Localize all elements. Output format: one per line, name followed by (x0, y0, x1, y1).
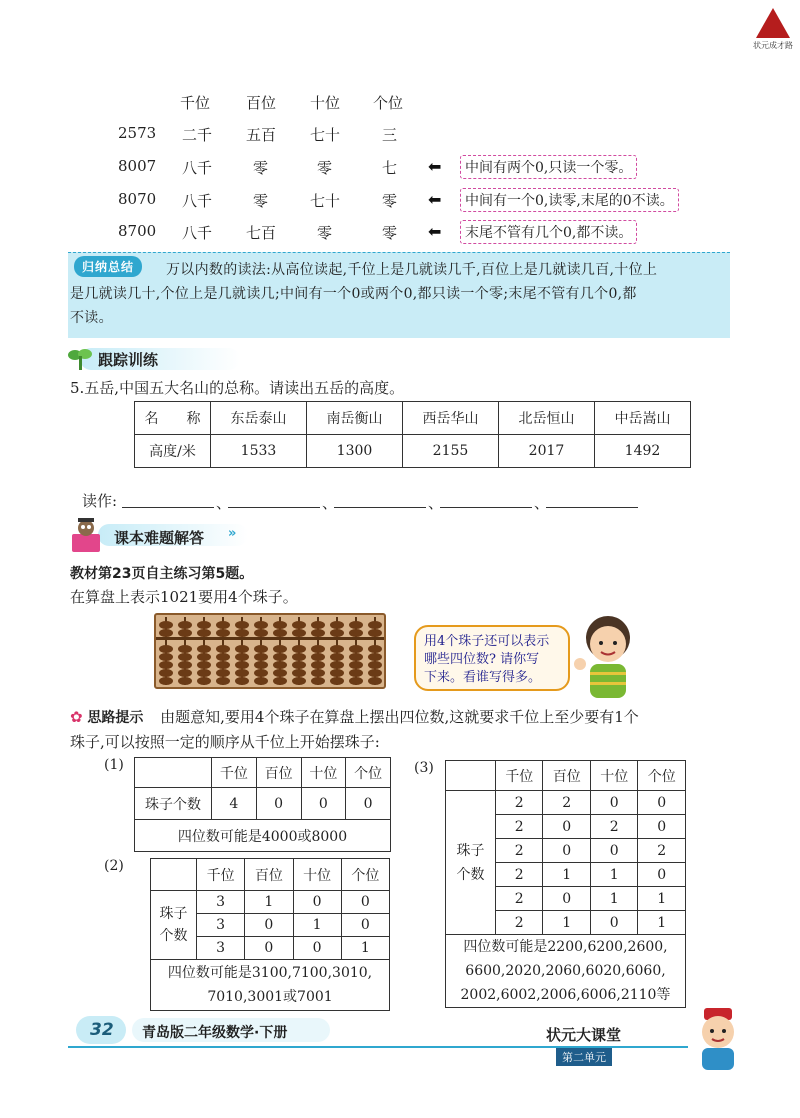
abacus-bead (197, 645, 211, 653)
abacus-bead (216, 621, 230, 629)
hint-text-2: 珠子,可以按照一定的顺序从千位上开始摆珠子: (70, 733, 380, 751)
abacus-bead (292, 661, 306, 669)
cell-tens: 零 (317, 159, 333, 177)
textbook-task: 在算盘上表示1021要用4个珠子。 (70, 588, 298, 606)
abacus-bead (311, 653, 325, 661)
table-cell: 千位 (197, 859, 245, 891)
abacus-bead (254, 621, 268, 629)
table-cell: 2 (496, 911, 543, 935)
abacus-bead (178, 629, 192, 637)
table-cell: 0 (293, 937, 341, 960)
table-cell: 0 (638, 815, 686, 839)
hint-block (70, 705, 750, 754)
abacus-bead (330, 677, 344, 685)
answer-blank[interactable] (228, 490, 320, 508)
table-cell: 3 (197, 937, 245, 960)
abacus-bead (273, 677, 287, 685)
table-cell: 0 (293, 891, 341, 914)
abacus-bead (311, 629, 325, 637)
table-cell: 百位 (245, 859, 293, 891)
abacus-bead (254, 653, 268, 661)
table-cell: 0 (341, 914, 389, 937)
bubble-line: 用4个珠子还可以表示 (424, 634, 550, 649)
abacus-bead (197, 677, 211, 685)
table-cell (135, 758, 212, 788)
table-cell: 个位 (638, 761, 686, 791)
abacus-bead (178, 621, 192, 629)
table-cell: 0 (638, 863, 686, 887)
abacus-bead (235, 653, 249, 661)
table-cell: 名 称 (135, 402, 211, 435)
table-cell: 十位 (293, 859, 341, 891)
cell-hundreds: 零 (253, 159, 269, 177)
table-cell: 1 (590, 863, 637, 887)
abacus-bead (159, 621, 173, 629)
textbook-header (68, 518, 248, 554)
table-cell: 0 (256, 788, 301, 820)
abacus-bead (311, 621, 325, 629)
abacus-bead (330, 669, 344, 677)
abacus-bead (254, 629, 268, 637)
chevron-right-icon: » (228, 526, 237, 541)
table-cell: 千位 (496, 761, 543, 791)
table-cell: 2 (496, 887, 543, 911)
place-value-row (0, 190, 800, 214)
answer-blank[interactable] (440, 490, 532, 508)
table-cell (151, 891, 197, 960)
table-cell: 0 (543, 815, 590, 839)
read-label: 读作: (82, 492, 118, 510)
table-cell: 个位 (341, 859, 389, 891)
abacus-bead (292, 653, 306, 661)
table-cell (446, 761, 496, 791)
abacus-bead (235, 629, 249, 637)
brand-name: 状元大课堂 (546, 1026, 622, 1044)
cell-tens: 七十 (310, 192, 341, 210)
row-number: 2573 (118, 124, 157, 142)
logo-triangle-icon (756, 8, 790, 38)
row-number: 8007 (118, 157, 157, 175)
note-box: 末尾不管有几个0,都不读。 (460, 220, 637, 244)
hint-tag: 思路提示 (87, 710, 144, 726)
abacus-bead (197, 621, 211, 629)
table-cell: 西岳华山 (403, 402, 499, 435)
summary-line-3: 不读。 (70, 310, 113, 326)
table-cell: 四位数可能是4000或8000 (135, 820, 391, 852)
abacus-bead (178, 661, 192, 669)
unit-label: 第二单元 (556, 1048, 612, 1066)
left-arrow-icon: ⬅ (428, 222, 442, 241)
abacus-bead (216, 677, 230, 685)
abacus-bead (330, 661, 344, 669)
table-cell: 东岳泰山 (211, 402, 307, 435)
abacus-bead (311, 677, 325, 685)
publisher-logo (750, 8, 796, 54)
table-cell: 0 (245, 937, 293, 960)
abacus-bead (216, 669, 230, 677)
abacus-bead (292, 677, 306, 685)
abacus-bead (349, 653, 363, 661)
abacus-bead (178, 653, 192, 661)
abacus-bead (330, 629, 344, 637)
table-cell: 4 (212, 788, 257, 820)
table-cell: 高度/米 (135, 435, 211, 468)
abacus-bead (159, 669, 173, 677)
table-cell: 0 (543, 887, 590, 911)
cell-hundreds: 七百 (246, 224, 277, 242)
table-cell: 十位 (590, 761, 637, 791)
table-cell: 2 (543, 791, 590, 815)
abacus-bead (273, 621, 287, 629)
table-cell (446, 935, 686, 1008)
abacus-bead (349, 621, 363, 629)
abacus-bead (159, 653, 173, 661)
abacus-bead (197, 653, 211, 661)
table-cell: 2 (638, 839, 686, 863)
abacus-bead (254, 645, 268, 653)
abacus-bead (178, 669, 192, 677)
abacus-bead (159, 661, 173, 669)
table2-label: (2) (104, 858, 124, 874)
table-cell: 3 (197, 891, 245, 914)
page-number: 32 (90, 1020, 114, 1040)
cell-ones: 零 (382, 192, 398, 210)
table-cell: 0 (590, 791, 637, 815)
abacus-bead (273, 645, 287, 653)
place-value-row (0, 157, 800, 181)
abacus-bead (292, 669, 306, 677)
abacus-bead (273, 653, 287, 661)
summary-tag: 归纳总结 (74, 256, 142, 277)
cell-thousands: 八千 (182, 224, 213, 242)
separator: 、 (534, 494, 550, 512)
flower-icon: ✿ (70, 708, 83, 726)
table1 (134, 757, 391, 852)
table-cell: 0 (590, 911, 637, 935)
summary-line-2: 是几就读几十,个位上是几就读几;中间有一个0或两个0,都只读一个零;末尾不管有几个0,都 (70, 286, 637, 302)
abacus-bead (368, 653, 382, 661)
result-line-1: 四位数可能是2200,6200,2600, (463, 939, 668, 955)
abacus-bead (254, 661, 268, 669)
table1-label: (1) (104, 757, 124, 773)
hint-text-1: 由题意知,要用4个珠子在算盘上摆出四位数,这就要求千位上至少要有1个 (160, 708, 639, 726)
table-cell: 0 (245, 914, 293, 937)
table-cell (151, 859, 197, 891)
table-cell: 2 (496, 839, 543, 863)
cell-hundreds: 零 (253, 192, 269, 210)
cell-tens: 零 (317, 224, 333, 242)
logo-caption: 状元成才路 (753, 41, 793, 50)
abacus-bead (197, 669, 211, 677)
footer (0, 1014, 800, 1074)
row-label-1: 珠子 (456, 842, 485, 859)
abacus-bead (216, 645, 230, 653)
table-cell: 1300 (307, 435, 403, 468)
table-cell: 1 (341, 937, 389, 960)
abacus-bead (349, 669, 363, 677)
bubble-line: 下来。看谁写得多。 (424, 670, 542, 685)
abacus-bead (349, 645, 363, 653)
table-cell: 百位 (256, 758, 301, 788)
table-cell: 1 (293, 914, 341, 937)
mascot-illustration (688, 1006, 748, 1072)
abacus-bead (311, 661, 325, 669)
abacus-bead (349, 661, 363, 669)
left-arrow-icon: ⬅ (428, 190, 442, 209)
table-cell: 2 (496, 863, 543, 887)
place-value-headers (0, 92, 800, 112)
row-label-2: 个数 (159, 928, 188, 944)
table-cell: 1 (543, 911, 590, 935)
table-cell: 1 (543, 863, 590, 887)
practice-header (66, 346, 246, 372)
summary-line-1: 万以内数的读法:从高位读起,千位上是几就读几千,百位上是几就读几百,十位上 (166, 262, 658, 278)
left-arrow-icon: ⬅ (428, 157, 442, 176)
table-cell: 中岳嵩山 (595, 402, 691, 435)
row-label-2: 个数 (456, 866, 485, 883)
abacus-bead (235, 661, 249, 669)
abacus-bead (368, 669, 382, 677)
answer-blank[interactable] (334, 490, 426, 508)
abacus-bead (216, 653, 230, 661)
abacus-bead (349, 629, 363, 637)
book-title: 青岛版二年级数学·下册 (142, 1025, 288, 1041)
abacus-bead (235, 677, 249, 685)
abacus-bead (235, 669, 249, 677)
table-cell: 0 (301, 788, 346, 820)
table-cell: 北岳恒山 (499, 402, 595, 435)
abacus-bead (292, 645, 306, 653)
abacus-bead (254, 677, 268, 685)
abacus-bead (273, 669, 287, 677)
table-cell: 千位 (212, 758, 257, 788)
abacus-bead (159, 629, 173, 637)
practice-question: 5.五岳,中国五大名山的总称。请读出五岳的高度。 (70, 379, 405, 397)
answer-blank[interactable] (546, 490, 638, 508)
table-cell: 2 (590, 815, 637, 839)
note-box: 中间有一个0,读零,末尾的0不读。 (460, 188, 679, 212)
abacus-bead (178, 677, 192, 685)
header-tens: 十位 (310, 94, 341, 112)
table-cell: 2 (496, 791, 543, 815)
cell-thousands: 二千 (182, 126, 213, 144)
abacus-bead (159, 677, 173, 685)
abacus (154, 613, 386, 689)
table-cell: 0 (543, 839, 590, 863)
abacus-bead (368, 629, 382, 637)
separator: 、 (216, 494, 232, 512)
abacus-bead (254, 669, 268, 677)
table-cell: 0 (346, 788, 391, 820)
note-box: 中间有两个0,只读一个零。 (460, 155, 637, 179)
row-label-1: 珠子 (159, 906, 188, 922)
row-number: 8700 (118, 222, 157, 240)
cell-ones: 七 (382, 159, 398, 177)
table-cell: 1492 (595, 435, 691, 468)
abacus-bead (311, 669, 325, 677)
abacus-bead (368, 621, 382, 629)
sprout-icon (66, 346, 94, 372)
abacus-bead (368, 661, 382, 669)
table-cell: 1 (245, 891, 293, 914)
abacus-bead (178, 645, 192, 653)
table-cell: 1 (638, 887, 686, 911)
cell-ones: 三 (382, 126, 398, 144)
table-cell: 十位 (301, 758, 346, 788)
header-ones: 个位 (373, 94, 404, 112)
result-line-3: 2002,6002,2006,6006,2110等 (460, 987, 671, 1003)
abacus-bead (330, 645, 344, 653)
place-value-row (0, 124, 800, 146)
abacus-bead (330, 653, 344, 661)
cell-thousands: 八千 (182, 159, 213, 177)
table-cell: 1 (590, 887, 637, 911)
table3 (445, 760, 686, 1008)
abacus-bead (159, 645, 173, 653)
table-cell: 2017 (499, 435, 595, 468)
header-thousands: 千位 (180, 94, 211, 112)
cell-ones: 零 (382, 224, 398, 242)
boy-illustration (572, 614, 644, 700)
abacus-bead (235, 645, 249, 653)
owl-book-icon (68, 518, 108, 554)
textbook-ref: 教材第23页自主练习第5题。 (70, 566, 254, 582)
table-cell: 2 (496, 815, 543, 839)
abacus-bead (197, 661, 211, 669)
table-cell: 1 (638, 911, 686, 935)
table-cell: 3 (197, 914, 245, 937)
cell-hundreds: 五百 (246, 126, 277, 144)
abacus-bead (349, 677, 363, 685)
speech-bubble (414, 625, 570, 691)
table-cell: 0 (341, 891, 389, 914)
place-value-row (0, 222, 800, 246)
abacus-bead (273, 629, 287, 637)
table-cell: 2155 (403, 435, 499, 468)
hint-line-1 (70, 705, 750, 730)
table-cell: 珠子个数 (135, 788, 212, 820)
table-cell (446, 791, 496, 935)
abacus-bead (216, 661, 230, 669)
table-cell: 个位 (346, 758, 391, 788)
table-cell: 1533 (211, 435, 307, 468)
summary-text (70, 258, 730, 330)
cell-thousands: 八千 (182, 192, 213, 210)
table-cell: 0 (638, 791, 686, 815)
abacus-bead (330, 621, 344, 629)
separator: 、 (428, 494, 444, 512)
cell-tens: 七十 (310, 126, 341, 144)
table-cell: 百位 (543, 761, 590, 791)
abacus-bead (292, 629, 306, 637)
abacus-bead (292, 621, 306, 629)
table2 (150, 858, 390, 1011)
separator: 、 (322, 494, 338, 512)
summary-line (68, 252, 730, 253)
textbook-title: 课本难题解答 (114, 529, 205, 547)
read-answer-row (82, 490, 642, 512)
header-hundreds: 百位 (246, 94, 277, 112)
answer-blank[interactable] (122, 490, 214, 508)
abacus-bead (368, 645, 382, 653)
table3-label: (3) (414, 760, 434, 776)
bubble-line: 哪些四位数? 请你写 (424, 652, 540, 667)
table-cell: 0 (590, 839, 637, 863)
result-line-2: 6600,2020,2060,6020,6060, (465, 963, 666, 979)
abacus-bead (273, 661, 287, 669)
abacus-bead (197, 629, 211, 637)
abacus-bead (216, 629, 230, 637)
abacus-bead (235, 621, 249, 629)
abacus-beam (156, 637, 384, 640)
result-line-2: 7010,3001或7001 (207, 989, 333, 1005)
mountain-table (134, 401, 691, 468)
practice-title: 跟踪训练 (98, 351, 159, 369)
row-number: 8070 (118, 190, 157, 208)
abacus-bead (368, 677, 382, 685)
abacus-bead (311, 645, 325, 653)
result-line-1: 四位数可能是3100,7100,3010, (167, 965, 373, 981)
table-cell: 南岳衡山 (307, 402, 403, 435)
table-cell (151, 960, 390, 1011)
